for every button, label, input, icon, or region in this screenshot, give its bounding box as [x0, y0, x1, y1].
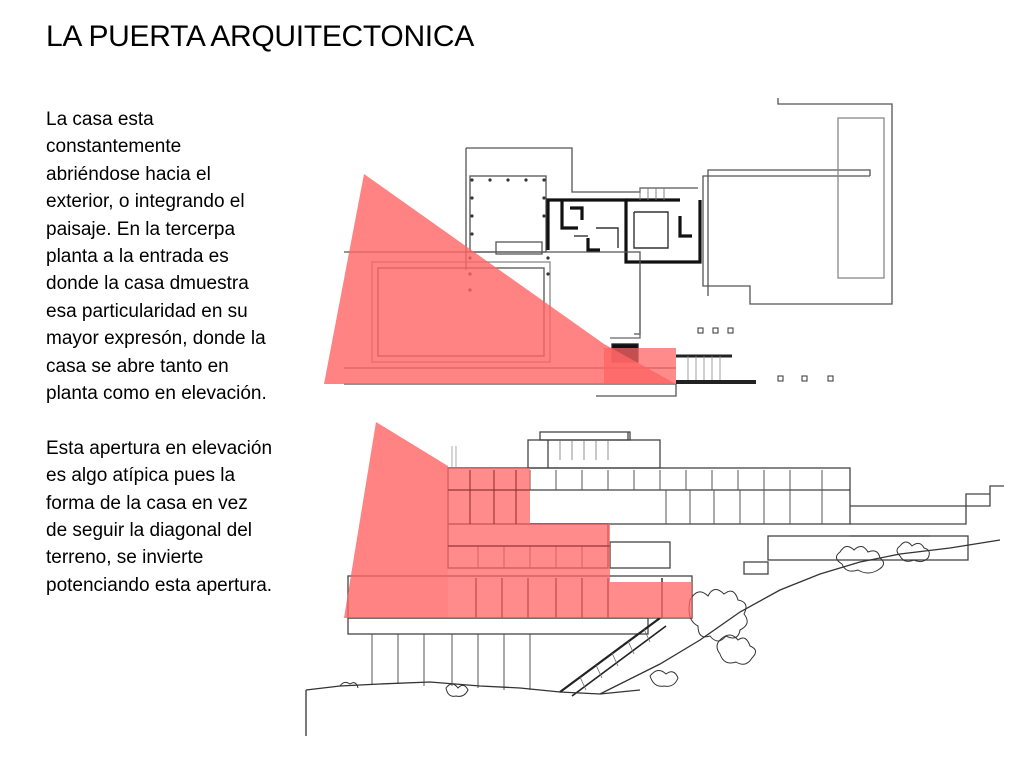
- plan-opening-highlight: [324, 174, 676, 384]
- elevation-opening-triangle: [344, 422, 448, 618]
- paragraph-plan-opening: La casa esta constantemente abriéndose hacia el exterior, o integrando el paisaje. En la tercerpa planta a la entrada es donde la casa dmuestra esa particularidad en su mayor expresón, donde la casa se abre tanto en planta como en elevación.: [46, 109, 267, 405]
- elevation-opening-highlight: [344, 422, 692, 618]
- plan-opening-entrance: [604, 348, 676, 384]
- paragraph-elevation-opening: Esta apertura en elevación es algo atípica pues la forma de la casa en vez de seguir la diagonal del terreno, se invierte potenciando esta apertura.: [46, 437, 273, 596]
- slide-title: LA PUERTA ARQUITECTONICA: [46, 20, 474, 53]
